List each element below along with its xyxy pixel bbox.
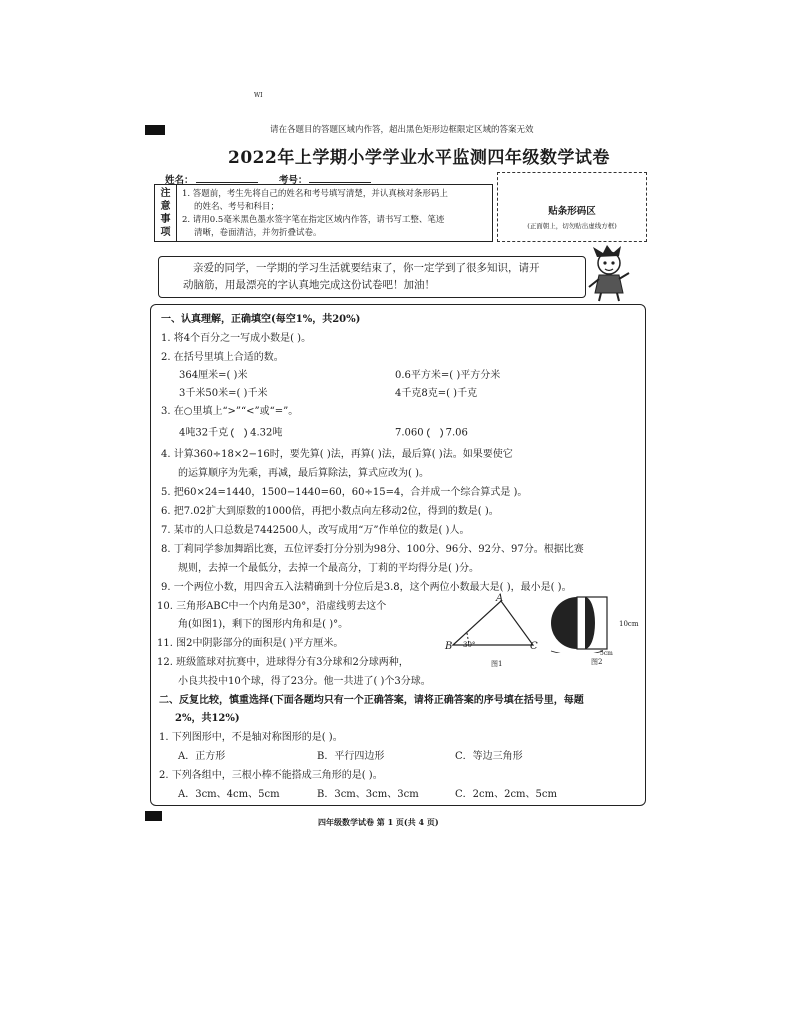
question-3b (395, 426, 468, 441)
barcode-area (497, 172, 647, 242)
page-title: 2022年上学期小学学业水平监测四年级数学试卷 (228, 148, 610, 168)
barcode-title: 贴条形码区 (548, 206, 596, 217)
figure-1-label-a: A (496, 593, 504, 604)
figure-2-small: 5cm (600, 650, 613, 657)
figure-1-caption: 图1 (491, 660, 503, 668)
compare-right: 7.06 (445, 427, 468, 439)
greeting-scroll (158, 256, 586, 298)
section-1-heading: 一、认真理解，正确填空(每空1%，共20%) (161, 314, 361, 325)
s2-q1-option-a: A．正方形 (178, 751, 226, 762)
notes-box (154, 184, 493, 242)
greeting-line: 动脑筋，用最漂亮的字认真地完成这份试卷吧！加油！ (183, 279, 435, 291)
question-9: 9. 一个两位小数，用四舍五入法精确到十分位后是3.8，这个两位小数最大是( )，最小是( )。 (161, 582, 572, 593)
figure-1-label-b: B (445, 641, 453, 652)
question-1: 1. 将4个百分之一写成小数是( )。 (161, 333, 312, 344)
notes-side-char: 事 (160, 214, 171, 225)
s2-q2-option-a: A．3cm、4cm、5cm (178, 789, 280, 800)
s2-question-2: 2. 下列各组中，三根小棒不能搭成三角形的是( )。 (159, 770, 383, 781)
question-12-line2: 小良共投中10个球，得了23分。他一共进了( )个3分球。 (178, 676, 431, 687)
question-10-line1: 10. 三角形ABC中一个内角是30°，沿虚线剪去这个 (157, 601, 387, 612)
figure-2-shaded-shape (547, 593, 617, 653)
header-mark: WI (254, 92, 263, 99)
registration-mark-top (145, 125, 165, 135)
question-2d: 4千克8克=( )千克 (395, 388, 478, 399)
shaded-arc-right (585, 597, 595, 649)
question-6: 6. 把7.02扩大到原数的1000倍，再把小数点向左移动2位，得到的数是( )。 (161, 506, 499, 517)
notes-side-char: 项 (160, 227, 171, 238)
question-2a: 364厘米=( )米 (179, 370, 248, 381)
question-area (150, 304, 646, 806)
answer-area-notice: 请在各题目的答题区域内作答，超出黑色矩形边框限定区域的答案无效 (270, 125, 534, 135)
question-2b: 0.6平方米=( )平方分米 (395, 370, 501, 381)
question-11: 11. 图2中阴影部分的面积是( )平方厘米。 (157, 638, 344, 649)
section-2-heading-line1: 二、反复比较，慎重选择(下面各题均只有一个正确答案，请将正确答案的序号填在括号里，每题 (159, 695, 584, 706)
note-line: 1. 答题前，考生先将自己的姓名和考号填写清楚，并认真核对条形码上 (182, 189, 448, 199)
compare-left: 4吨32千克 (179, 427, 229, 439)
question-4-line1: 4. 计算360÷18×2−16时，要先算( )法，再算( )法，最后算( )法。如果要使它 (161, 449, 513, 460)
notes-side-char: 注 (160, 188, 171, 199)
measure-arc (551, 651, 603, 653)
s2-question-1: 1. 下列图形中，不是轴对称图形的是( )。 (159, 732, 343, 743)
page-footer: 四年级数学试卷 第 1 页(共 4 页) (318, 817, 439, 827)
greeting-text (183, 260, 579, 294)
note-line: 的姓名、考号和科目； (194, 202, 280, 212)
compare-right: 4.32吨 (250, 427, 283, 439)
compare-circle[interactable] (427, 426, 443, 440)
question-3: 3. 在○里填上“>”“<”或“=”。 (161, 406, 299, 417)
question-5: 5. 把60×24=1440，1500−1440=60，60÷15=4，合并成一个综合算式是 )。 (161, 487, 528, 498)
exam-no-field[interactable] (309, 173, 371, 183)
s2-q1-option-b: B．平行四边形 (317, 751, 385, 762)
barcode-note: (正面朝上，切勿贴出虚线方框) (527, 222, 617, 230)
registration-mark-bottom (145, 811, 162, 821)
question-7: 7. 某市的人口总数是7442500人，改写成用“万”作单位的数是( )人。 (161, 525, 470, 536)
figure-2-length: 10cm (619, 620, 639, 628)
name-field[interactable] (196, 173, 258, 183)
s2-q1-option-c: C．等边三角形 (455, 751, 523, 762)
s2-q2-option-b: B．3cm、3cm、3cm (317, 789, 419, 800)
question-10-line2: 角(如图1)，剩下的图形内角和是( )°。 (178, 619, 349, 630)
compare-left: 7.060 (395, 427, 424, 439)
compare-circle[interactable] (231, 426, 247, 440)
greeting-line: 亲爱的同学，一学期的学习生活就要结束了，你一定学到了很多知识，请开 (193, 262, 540, 274)
question-8-line2: 规则，去掉一个最低分，去掉一个最高分，丁莉的平均得分是( )分。 (178, 563, 479, 574)
notes-text (182, 188, 487, 240)
figure-1-label-c: C (530, 641, 538, 652)
figure-1-angle: 30° (463, 641, 476, 649)
notes-side-label (155, 185, 177, 241)
notes-side-char: 意 (160, 201, 171, 212)
question-2c: 3千米50米=( )千米 (179, 388, 268, 399)
name-label: 姓名： (165, 175, 194, 186)
question-3a (179, 426, 282, 441)
question-2: 2. 在括号里填上合适的数。 (161, 352, 284, 363)
note-line: 2. 请用0.5毫米黑色墨水签字笔在指定区域内作答，请书写工整、笔迹 (182, 215, 445, 225)
note-line: 清晰，卷面清洁，并勿折叠试卷。 (194, 228, 322, 238)
question-8-line1: 8. 丁莉同学参加舞蹈比赛，五位评委打分分别为98分、100分、96分、92分、97分。根据比赛 (161, 544, 584, 555)
figure-2-caption: 图2 (591, 658, 603, 666)
question-4-line2: 的运算顺序为先乘，再减，最后算除法，算式应改为( )。 (178, 468, 429, 479)
s2-q2-option-c: C．2cm、2cm、5cm (455, 789, 557, 800)
shaded-semicircle-left (551, 597, 577, 649)
section-2-heading-line2: 2%，共12%) (175, 713, 240, 724)
exam-no-label: 考号： (278, 175, 308, 186)
question-12-line1: 12. 班级篮球对抗赛中，进球得分有3分球和2分球两种， (157, 657, 409, 668)
mascot-illustration (585, 243, 635, 303)
